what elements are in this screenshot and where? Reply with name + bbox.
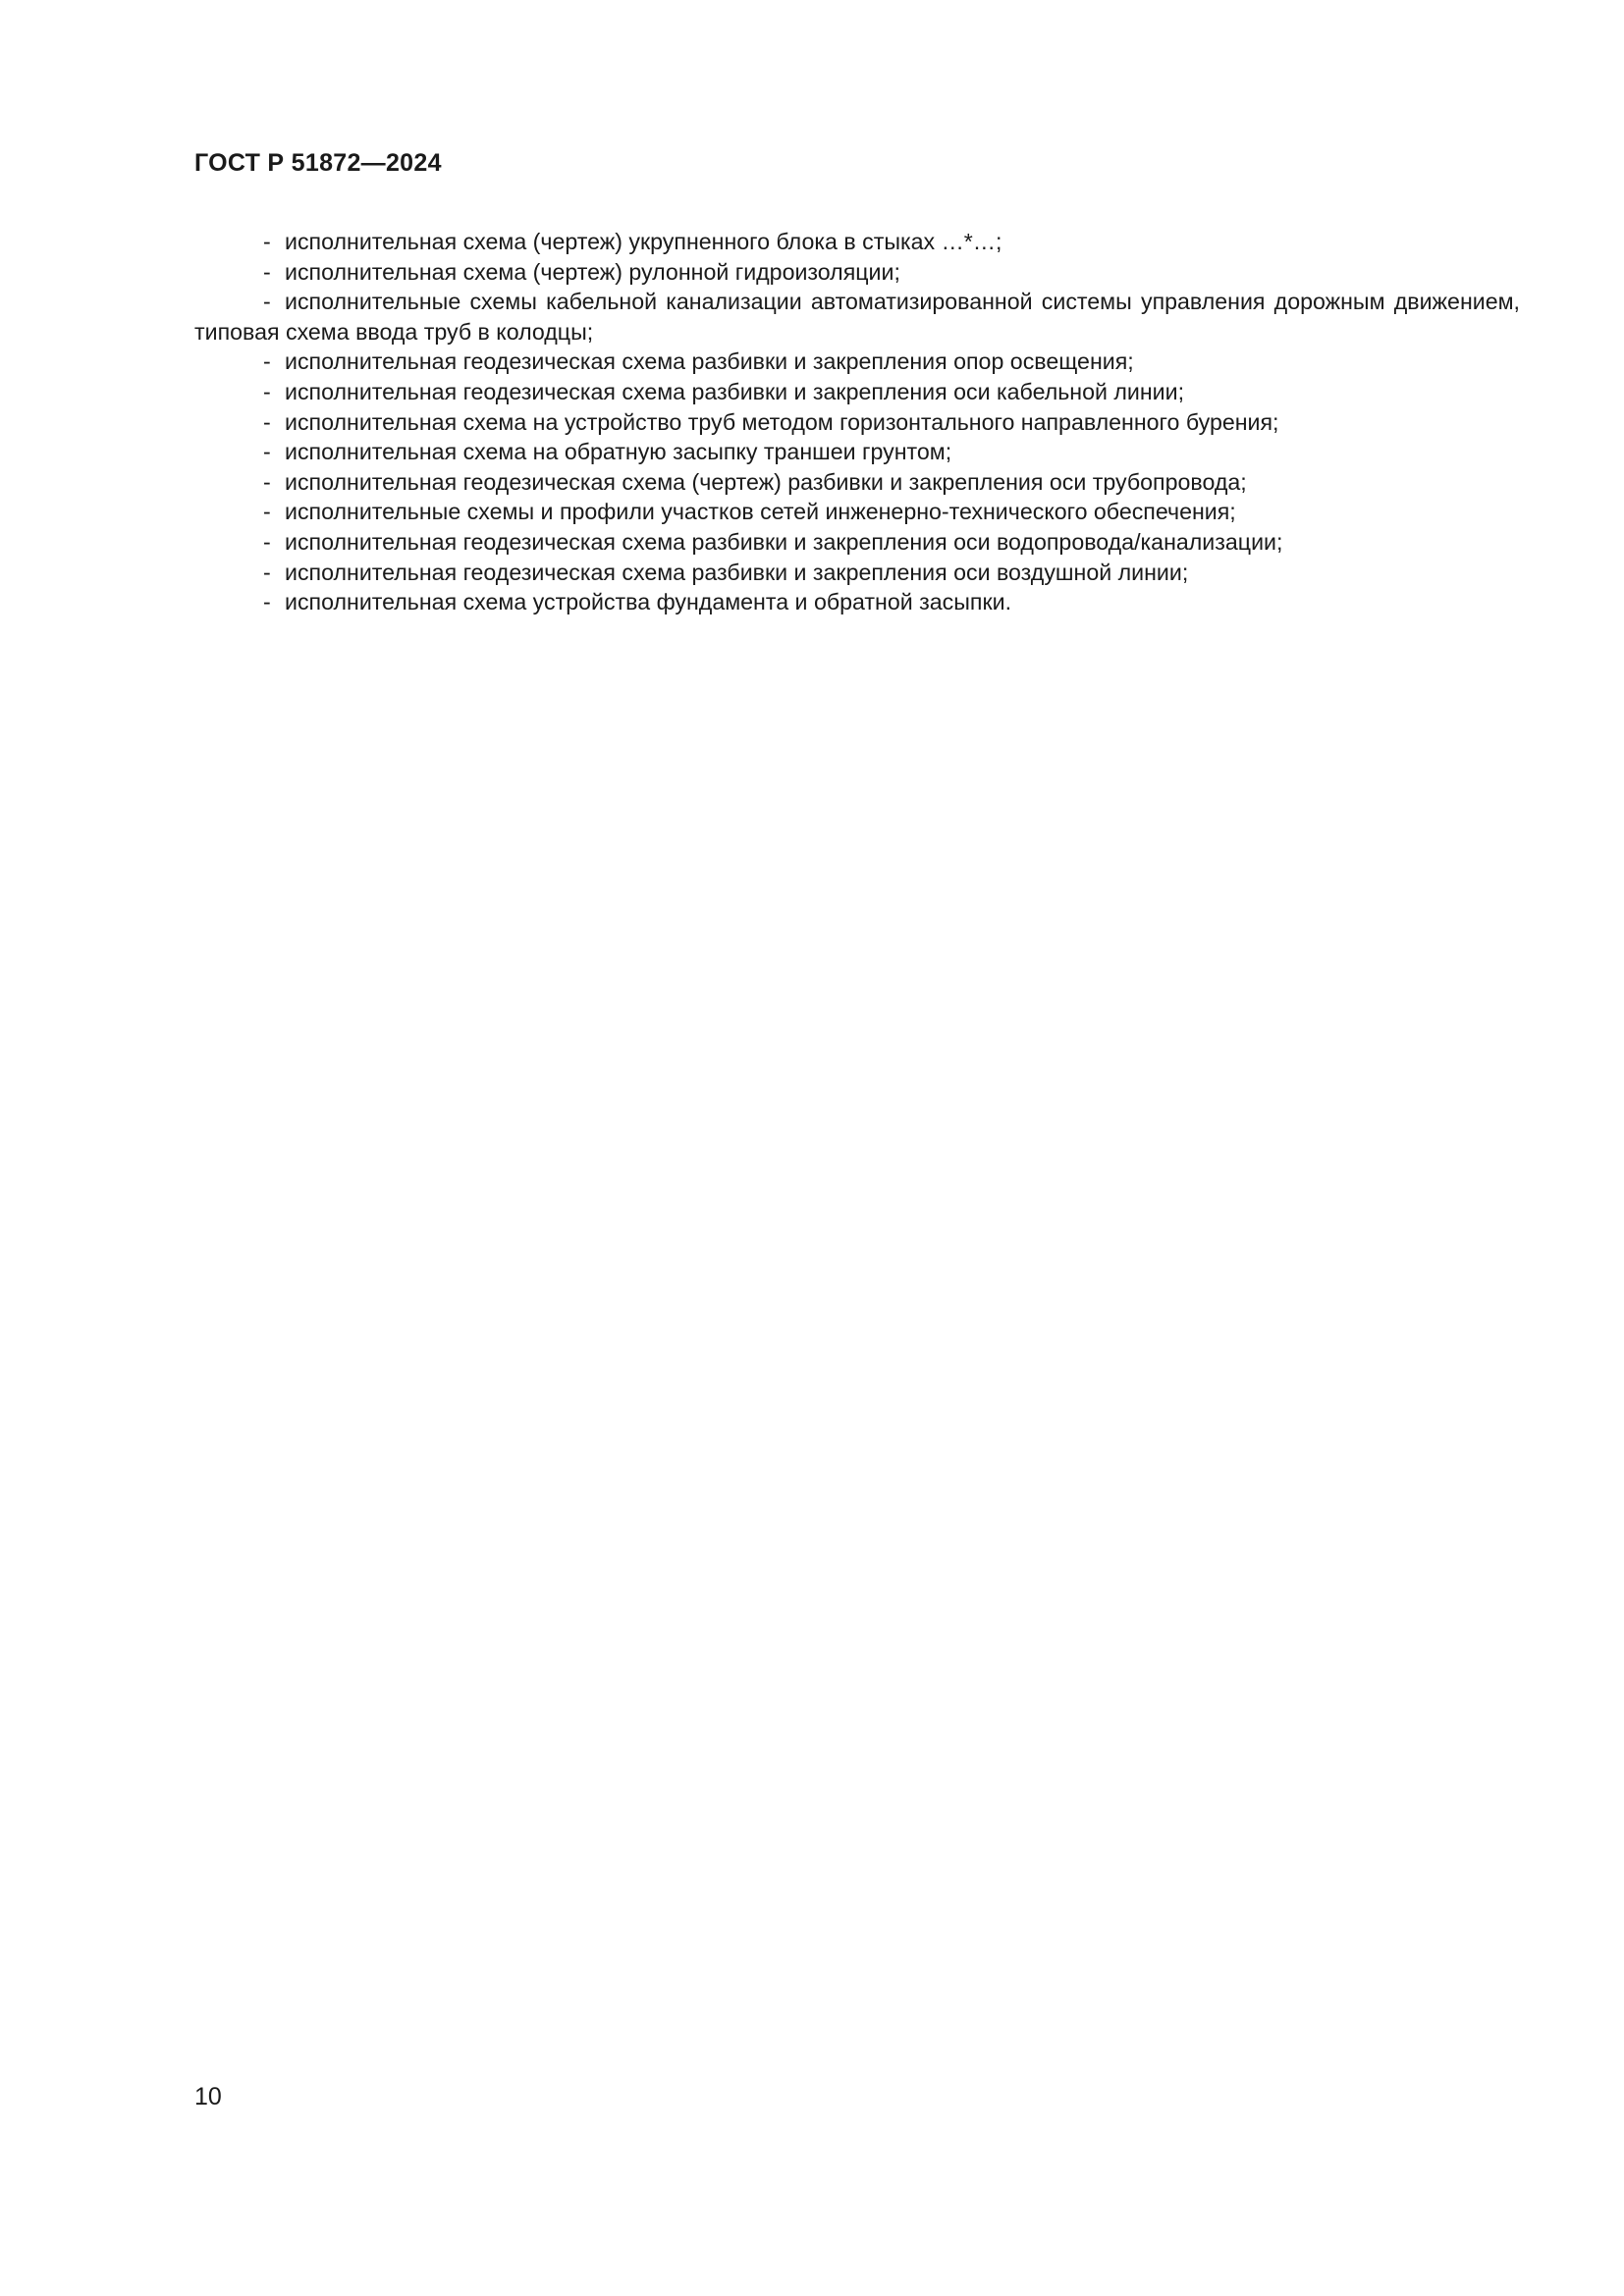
list-item-text: исполнительная геодезическая схема (чертеж) разбивки и закрепления оси трубопровода;: [285, 468, 1247, 495]
list-marker: -: [263, 468, 271, 495]
list-item: [194, 558, 1520, 588]
list-marker: -: [263, 348, 271, 375]
list-marker: -: [263, 258, 271, 285]
list-item: [194, 527, 1520, 558]
list-item-text: исполнительная геодезическая схема разбивки и закрепления оси воздушной линии;: [285, 559, 1189, 585]
list-item-text: исполнительная схема (чертеж) рулонной гидроизоляции;: [285, 258, 900, 285]
list-marker: -: [263, 408, 271, 435]
list-item: [194, 437, 1520, 467]
list-item: [194, 587, 1520, 617]
list-marker: -: [263, 439, 271, 465]
list-item: [194, 347, 1520, 377]
list-item: [194, 227, 1520, 257]
list-marker: -: [263, 528, 271, 555]
list-marker: -: [263, 499, 271, 525]
list-item-text: исполнительная геодезическая схема разбивки и закрепления оси кабельной линии;: [285, 378, 1185, 404]
list-item: [194, 257, 1520, 288]
list-marker: -: [263, 559, 271, 585]
list-item: [194, 497, 1520, 527]
list-item-text: исполнительная схема (чертеж) укрупненного блока в стыках …*…;: [285, 229, 1002, 254]
page-number: 10: [194, 2083, 222, 2110]
list-item: [194, 407, 1520, 438]
list-item-text: исполнительная геодезическая схема разбивки и закрепления оси водопровода/канализации;: [285, 528, 1283, 555]
list-marker: -: [263, 589, 271, 615]
document-list: [194, 227, 1520, 617]
list-item: [194, 287, 1520, 347]
list-marker: -: [263, 378, 271, 404]
list-marker: -: [263, 229, 271, 254]
list-item-text: исполнительная геодезическая схема разбивки и закрепления опор освещения;: [285, 348, 1134, 375]
list-item: [194, 377, 1520, 407]
list-item-text: исполнительные схемы кабельной канализации автоматизированной системы управления дорожным движением, типовая схема ввода труб в колодцы;: [194, 289, 1520, 345]
list-item-text: исполнительные схемы и профили участков сетей инженерно-технического обеспечения;: [285, 499, 1236, 525]
list-item-text: исполнительная схема устройства фундамента и обратной засыпки.: [285, 589, 1012, 615]
list-item-text: исполнительная схема на обратную засыпку траншеи грунтом;: [285, 439, 952, 465]
standard-header: ГОСТ Р 51872—2024: [194, 149, 442, 177]
list-item-text: исполнительная схема на устройство труб методом горизонтального направленного бурения;: [285, 408, 1279, 435]
list-item: [194, 467, 1520, 498]
list-marker: -: [263, 289, 271, 315]
